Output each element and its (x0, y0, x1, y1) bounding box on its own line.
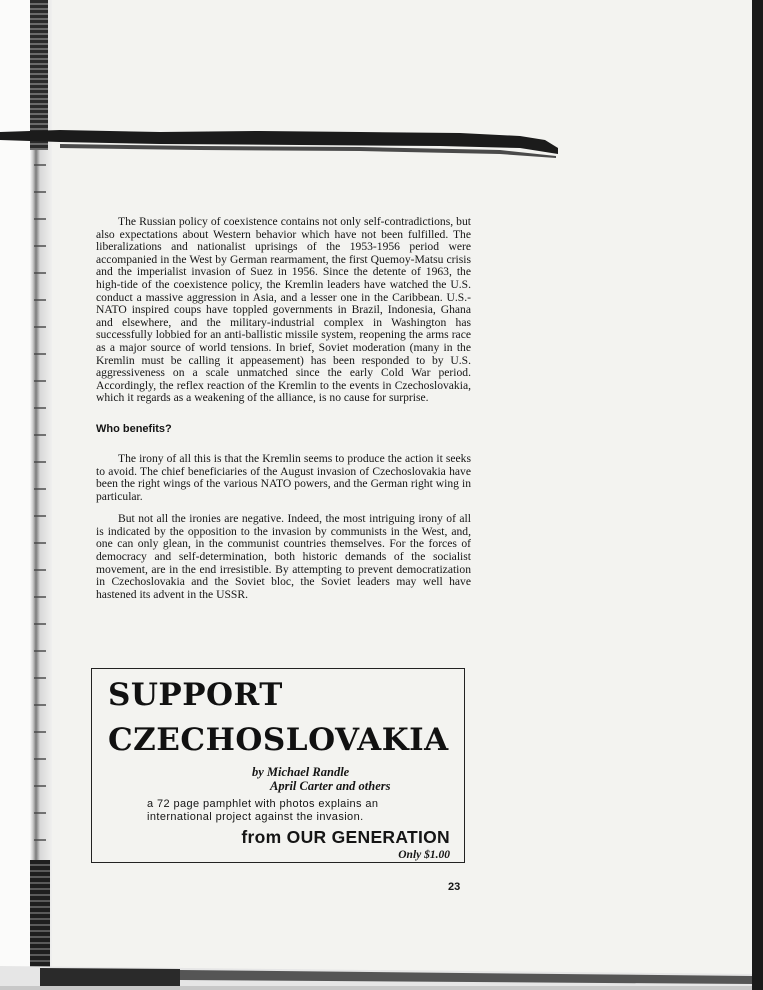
ad-publisher: from OUR GENERATION (241, 827, 450, 847)
article-paragraph: But not all the ironies are negative. Indeed, the most intriguing irony of all is indicated by the opposition to the invasion by communists in the West, and, one can only glean, in the communist countries themselves. For the forces of democracy and self-determination, both historic demands of the socialist movement, are in the end irresistible. By attempting to prevent democratization in Czechoslovakia and the Soviet bloc, the Soviet leaders may well have hastened its advent in the USSR. (96, 512, 471, 601)
ad-authors (250, 765, 450, 793)
scan-top-smear (0, 118, 560, 160)
article-body (96, 216, 471, 601)
article-paragraph: The irony of all this is that the Kremlin seems to produce the action it seeks to avoid. The chief beneficiaries of the August invasion of Czechoslovakia have been the right wings of the various NATO powers, and the German right wing in particular. (96, 451, 471, 503)
scan-bottom-band (0, 962, 752, 990)
binding-marks (34, 150, 46, 860)
ad-authors-line-2: April Carter and others (270, 779, 391, 793)
article-paragraph: The Russian policy of coexistence contains not only self-contradictions, but also expectations about Western behavior which have not been fulfilled. The liberalizations and nationalist uprisings of the 1953-1956 period were accompanied in the West by German rearmament, the first Quemoy-Matsu crisis and the imperialist invasion of Suez in 1956. Since the detente of 1963, the high-tide of the coexistence policy, the Kremlin leaders have watched the U.S. conduct a massive aggression in Asia, and a lesser one in the Caribbean. U.S.-NATO inspired coups have toppled governments in Brazil, Indonesia, Ghana and elsewhere, and the military-industrial complex in Washington has successfully lobbied for an anti-ballistic missile system, reopening the arms race as a major source of world tensions. In brief, Soviet moderation (many in the Kremlin must be calling it appeasement) has been responded to by U.S. aggressiveness on a scale unmatched since the early Cold War period. Accordingly, the reflex reaction of the Kremlin to the events in Czechoslovakia, which it regards as a weakening of the alliance, is no cause for surprise. (96, 215, 471, 405)
ad-price: Only $1.00 (398, 849, 450, 861)
scan-right-edge (752, 0, 763, 990)
ad-title-line-2: CZECHOSLOVAKIA (108, 722, 449, 758)
page-number: 23 (448, 881, 461, 893)
ad-authors-line-1: by Michael Randle (252, 765, 350, 779)
pamphlet-advertisement (91, 668, 465, 863)
section-heading: Who benefits? (96, 422, 172, 435)
ad-title-line-1: SUPPORT (108, 677, 283, 713)
ad-description: a 72 page pamphlet with photos explains an international project against the invasion. (147, 798, 379, 823)
